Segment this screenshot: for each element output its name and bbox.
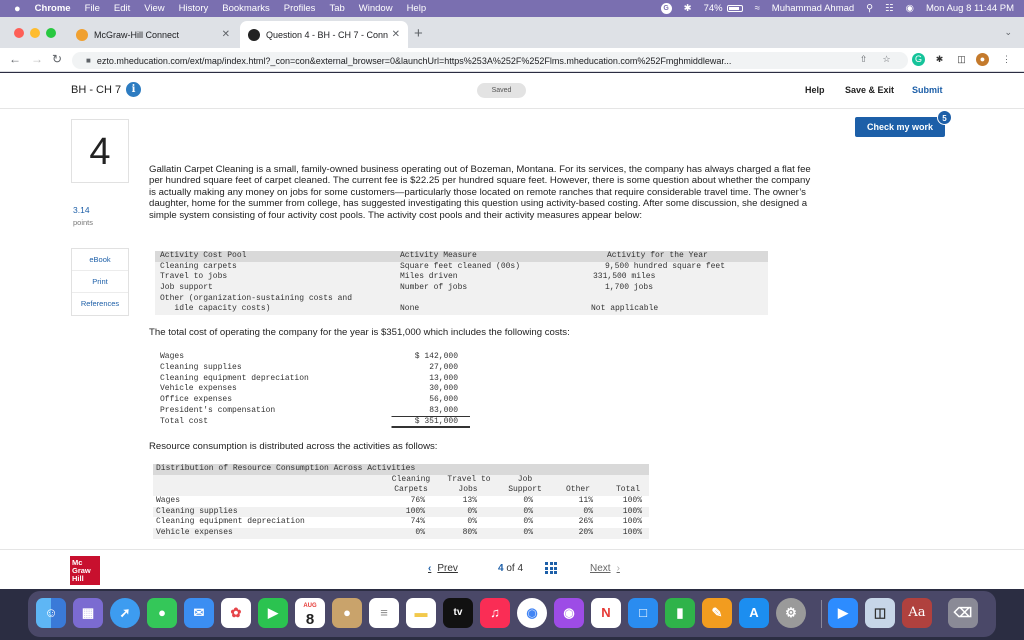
table-row: [155, 272, 768, 283]
menu-edit[interactable]: Edit: [113, 3, 131, 14]
url-field[interactable]: [72, 52, 908, 69]
activity-cost-pool-table: [155, 251, 768, 315]
assignment-title: BH - CH 7: [71, 84, 122, 96]
table-cell: Number of jobs: [400, 283, 468, 293]
calendar-month: AUG: [303, 603, 317, 609]
lock-icon: ■: [86, 56, 91, 65]
table-cell: Miles driven: [400, 272, 458, 282]
table-cell: Cleaning equipment depreciation: [156, 517, 305, 527]
zoom-window-button[interactable]: [46, 28, 56, 38]
table-cell: 13%: [462, 496, 477, 506]
connect-favicon-icon: [248, 29, 260, 41]
table-cell: Not applicable: [591, 304, 659, 314]
points-value: 3.14: [73, 205, 90, 215]
table-cell: Travel to jobs: [160, 272, 228, 282]
table-cell: 1,700 jobs: [605, 283, 654, 293]
chevron-left-icon: ‹: [428, 563, 432, 574]
news-icon[interactable]: N: [591, 598, 621, 628]
clock[interactable]: Mon Aug 8 11:44 PM: [925, 3, 1014, 14]
zoom-icon[interactable]: ▶: [828, 598, 858, 628]
profile-avatar[interactable]: ●: [976, 53, 989, 66]
minimize-window-button[interactable]: [30, 28, 40, 38]
side-panel-icon[interactable]: ◫: [957, 54, 966, 64]
table-row: [153, 528, 649, 539]
chevron-right-icon: ›: [616, 563, 620, 574]
table-title: Distribution of Resource Consumption Across Activities: [153, 464, 649, 475]
saved-status-badge: Saved: [477, 83, 526, 98]
table-cell: Cleaning equipment depreciation: [160, 373, 309, 383]
table-cell: 9,500 hundred square feet: [605, 261, 726, 271]
table-cell: 0%: [523, 496, 533, 506]
table-cell: 56,000: [429, 395, 458, 405]
next-label: Next: [590, 563, 611, 574]
messages-icon[interactable]: ●: [147, 598, 177, 628]
table-cell: Cleaning supplies: [156, 506, 238, 516]
wifi-icon[interactable]: ≈: [754, 3, 760, 14]
bookmark-star-icon[interactable]: ☆: [882, 54, 891, 64]
question-navigation-footer: [0, 549, 1024, 589]
reminders-icon[interactable]: ≡: [369, 598, 399, 628]
photos-icon[interactable]: ✿: [221, 598, 251, 628]
close-tab-icon[interactable]: ✕: [221, 29, 230, 40]
table-cell: Cleaning carpets: [160, 261, 237, 271]
dock-separator: [821, 600, 822, 628]
table-cell: 11%: [578, 496, 593, 506]
tab-title: Question 4 - BH - CH 7 - Conn: [266, 29, 389, 40]
launchpad-icon[interactable]: ▦: [73, 598, 103, 628]
column-header: Travel to: [447, 474, 491, 484]
column-header: Activity Measure: [400, 251, 477, 260]
numbers-icon[interactable]: ▮: [665, 598, 695, 628]
table-cell: 30,000: [429, 384, 458, 394]
check-attempts-badge: 5: [937, 110, 952, 125]
column-header: Support: [508, 485, 542, 495]
table-row: [160, 406, 470, 417]
table-row: [155, 304, 768, 315]
print-link[interactable]: Print: [72, 271, 128, 293]
table-cell: Wages: [156, 496, 181, 506]
info-icon[interactable]: i: [126, 82, 141, 97]
table-cell: Square feet cleaned (00s): [400, 261, 521, 271]
menu-profiles[interactable]: Profiles: [283, 3, 316, 14]
operating-cost-table: [160, 352, 470, 428]
menu-view[interactable]: View: [144, 3, 165, 14]
close-window-button[interactable]: [14, 28, 24, 38]
tab-mcgraw-hill-connect[interactable]: [68, 21, 238, 48]
submit-link[interactable]: Submit: [912, 85, 943, 95]
table-cell: 0%: [583, 506, 593, 516]
control-center-icon[interactable]: ☷: [885, 3, 894, 14]
table-cell: 100%: [622, 517, 642, 527]
menu-bookmarks[interactable]: Bookmarks: [222, 3, 270, 14]
table-row: [153, 507, 649, 518]
table-header-row: [153, 475, 649, 486]
table-cell: 20%: [578, 528, 593, 538]
next-button[interactable]: [590, 563, 620, 574]
table-cell: Wages: [160, 352, 185, 361]
battery-status[interactable]: [704, 3, 743, 14]
table-row: [153, 517, 653, 528]
address-toolbar: [0, 48, 1024, 72]
system-preferences-gear-icon[interactable]: ⚙: [776, 598, 806, 628]
resource-links: [71, 248, 129, 316]
table-cell: Other (organization-sustaining costs and: [160, 293, 353, 303]
table-cell: 27,000: [429, 362, 458, 372]
mac-menu-bar: [0, 0, 1024, 17]
table-cell: 0%: [415, 528, 425, 538]
podcasts-icon[interactable]: ◉: [554, 598, 584, 628]
table-cell: Job support: [160, 283, 213, 293]
points-label: points: [73, 218, 94, 227]
ebook-link[interactable]: eBook: [72, 249, 128, 271]
battery-icon: [727, 5, 743, 12]
references-link[interactable]: References: [80, 299, 120, 308]
extensions-puzzle-icon[interactable]: ✱: [935, 54, 944, 64]
table-cell: 0%: [523, 517, 533, 527]
column-header: Job: [517, 474, 533, 484]
assignment-header: [0, 73, 1024, 109]
table-cell: 83,000: [429, 405, 458, 415]
apple-menu-icon[interactable]: ●: [14, 2, 21, 15]
column-header: Other: [565, 485, 590, 495]
back-arrow-icon[interactable]: ←: [9, 52, 21, 66]
prev-button[interactable]: [428, 563, 458, 574]
table-cell: Office expenses: [160, 395, 233, 405]
spotlight-icon[interactable]: ⚲: [866, 3, 874, 14]
resource-consumption-text: Resource consumption is distributed across the activities as follows:: [149, 441, 438, 452]
question-grid-icon[interactable]: [545, 562, 557, 574]
mail-icon[interactable]: ✉: [184, 598, 214, 628]
table-cell: Vehicle expenses: [160, 384, 237, 394]
total-value: $ 351,000: [414, 416, 458, 426]
menu-file[interactable]: File: [84, 3, 100, 14]
menu-history[interactable]: History: [178, 3, 209, 14]
notes-icon[interactable]: ▬: [406, 598, 436, 628]
mcgraw-hill-logo: Mc Graw Hill: [70, 556, 100, 585]
table-cell: 100%: [622, 506, 642, 516]
user-name[interactable]: Muhammad Ahmad: [771, 3, 855, 14]
table-cell: $ 142,000: [414, 352, 458, 361]
menu-tab[interactable]: Tab: [329, 3, 345, 14]
calendar-day: 8: [305, 611, 315, 628]
table-cell: 76%: [410, 496, 425, 506]
table-row: [160, 374, 470, 385]
column-header: Total: [615, 485, 640, 495]
forward-arrow-icon[interactable]: →: [31, 52, 43, 66]
tab-search-chevron-down-icon[interactable]: ⌄: [1004, 27, 1012, 37]
grammarly-icon[interactable]: G: [661, 3, 672, 14]
table-row: [160, 384, 470, 395]
table-cell: 26%: [578, 517, 593, 527]
table-cell: Vehicle expenses: [156, 528, 233, 538]
table-header-row: [155, 251, 768, 262]
new-tab-icon[interactable]: +: [414, 25, 423, 42]
dictionary-label: Aa: [908, 605, 926, 620]
app-store-icon[interactable]: A: [739, 598, 769, 628]
table-cell: idle capacity costs): [160, 304, 271, 314]
facetime-icon[interactable]: ▶: [258, 598, 288, 628]
browser-menu-icon[interactable]: ⋮: [1002, 54, 1011, 64]
table-row: [155, 283, 768, 294]
column-header: Cleaning: [391, 474, 431, 484]
save-exit-link[interactable]: Save & Exit: [845, 85, 895, 95]
pages-icon[interactable]: ✎: [702, 598, 732, 628]
calendar-icon[interactable]: [295, 598, 325, 628]
preview-icon[interactable]: ◫: [865, 598, 895, 628]
share-icon[interactable]: ⇧: [859, 54, 868, 64]
table-cell: President's compensation: [160, 405, 276, 415]
mac-dock: [28, 591, 996, 637]
contacts-icon[interactable]: ●: [332, 598, 362, 628]
column-header: Activity for the Year: [607, 251, 708, 260]
table-cell: 100%: [622, 496, 642, 506]
battery-percent: 74%: [703, 3, 723, 14]
question-number: 4: [71, 119, 129, 183]
help-link[interactable]: Help: [805, 85, 825, 95]
tab-title: McGraw-Hill Connect: [94, 29, 180, 40]
table-cell: 13,000: [429, 373, 458, 383]
check-my-work-button[interactable]: Check my work: [855, 117, 945, 137]
current-question-number: 4: [498, 563, 504, 574]
table-cell: 0%: [467, 506, 477, 516]
table-cell: 100%: [405, 506, 425, 516]
total-cost-text: The total cost of operating the company for the year is $351,000 which includes the following costs:: [149, 327, 570, 338]
table-cell: None: [400, 304, 420, 314]
keynote-icon[interactable]: □: [628, 598, 658, 628]
web-page: [0, 73, 1024, 589]
table-row: [160, 363, 470, 374]
table-row: [153, 496, 653, 507]
safari-icon[interactable]: ➚: [110, 598, 140, 628]
table-row: [155, 262, 768, 273]
table-header-row: [153, 485, 649, 496]
resource-distribution-table: [153, 464, 653, 539]
dictionary-icon[interactable]: [902, 598, 932, 628]
page-indicator: [498, 563, 523, 574]
total-label: Total cost: [160, 416, 209, 426]
table-cell: 100%: [622, 528, 642, 538]
table-cell: 331,500 miles: [593, 272, 656, 282]
total-row: [160, 417, 470, 428]
mcgraw-hill-favicon-icon: [76, 29, 88, 41]
column-header: Activity Cost Pool: [160, 251, 247, 260]
menu-window[interactable]: Window: [358, 3, 393, 14]
trash-icon[interactable]: ⌫: [948, 598, 978, 628]
url-text: ezto.mheducation.com/ext/map/index.html?_con=con&external_browser=0&launchUrl=https%253A%252F%252Flms.mheducation.com%252Fmghmiddlewar...: [96, 55, 732, 66]
grammarly-extension-icon[interactable]: G: [912, 53, 925, 66]
chrome-icon[interactable]: ◉: [517, 598, 547, 628]
reload-icon[interactable]: ↻: [52, 52, 63, 66]
menu-app-name[interactable]: Chrome: [34, 3, 71, 14]
browser-tab-bar: [0, 17, 1024, 48]
siri-icon[interactable]: ◉: [905, 3, 914, 14]
table-cell: Cleaning supplies: [160, 362, 242, 372]
bluetooth-icon[interactable]: ✱: [683, 3, 692, 14]
table-cell: 0%: [467, 517, 477, 527]
close-tab-icon[interactable]: ✕: [391, 29, 400, 40]
column-header: Jobs: [458, 485, 478, 495]
prev-label: Prev: [437, 563, 458, 574]
music-icon[interactable]: ♫: [480, 598, 510, 628]
question-total: of 4: [506, 563, 524, 574]
column-header: Carpets: [394, 485, 428, 495]
tab-question-4[interactable]: [240, 21, 408, 48]
table-cell: 0%: [523, 506, 533, 516]
table-row: [155, 294, 768, 305]
menu-help[interactable]: Help: [406, 3, 427, 14]
tv-label: tv: [453, 607, 463, 618]
table-row: [160, 395, 470, 406]
table-cell: 0%: [523, 528, 533, 538]
table-cell: 80%: [462, 528, 477, 538]
table-row: [160, 352, 470, 363]
table-cell: 74%: [410, 517, 425, 527]
apple-tv-icon[interactable]: [443, 598, 473, 628]
question-text: Gallatin Carpet Cleaning is a small, family-owned business operating out of Bozeman, Montana. For its services, the company has always charged a flat fee per hundred square feet of carpet cleaned. The current fee is $22.25 per hundred square feet. However, there is some question about whether the company is actually making any money on jobs for some customers—particularly those located on remote ranches that require considerable travel time. The owner’s daughter, home for the summer from college, has suggested investigating this question using activity-based costing. After some discussion, she designed a simple system consisting of four activity cost pools. The activity cost pools and their activity measures appear below:: [149, 164, 811, 221]
finder-icon[interactable]: ☺: [36, 598, 66, 628]
